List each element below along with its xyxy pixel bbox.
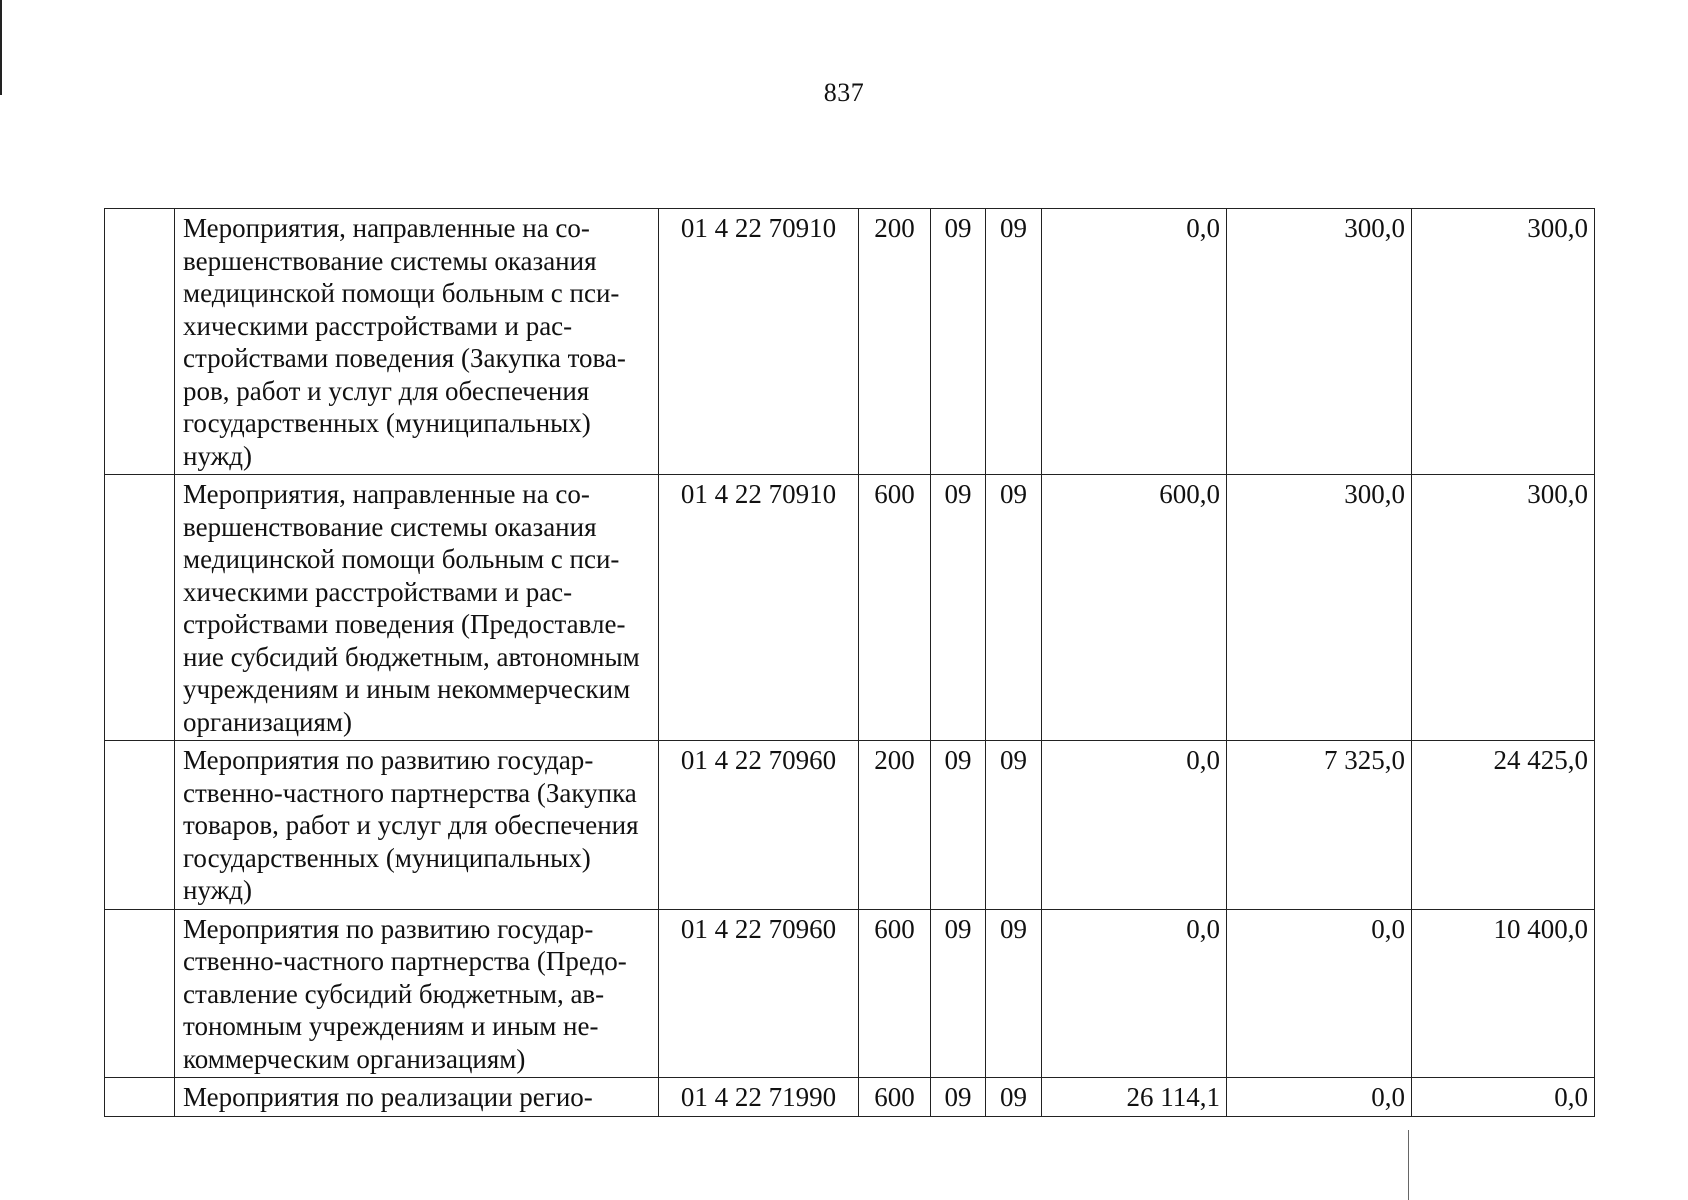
table-row	[105, 909, 1595, 1078]
section-cell: 09	[931, 1078, 986, 1117]
amount-year2-cell: 300,0	[1227, 209, 1412, 475]
expense-type-cell: 600	[859, 909, 931, 1078]
amount-year2-cell: 7 325,0	[1227, 741, 1412, 910]
target-code-cell: 01 4 22 71990	[659, 1078, 859, 1117]
table-row	[105, 209, 1595, 475]
amount-year1-cell: 0,0	[1042, 209, 1227, 475]
section-cell: 09	[931, 475, 986, 741]
row-number-cell	[105, 209, 175, 475]
subsection-cell: 09	[986, 741, 1042, 910]
amount-year1-cell: 26 114,1	[1042, 1078, 1227, 1117]
table-row	[105, 475, 1595, 741]
section-cell: 09	[931, 741, 986, 910]
subsection-cell: 09	[986, 1078, 1042, 1117]
expense-type-cell: 200	[859, 209, 931, 475]
amount-year1-cell: 0,0	[1042, 909, 1227, 1078]
amount-year2-cell: 0,0	[1227, 1078, 1412, 1117]
amount-year3-cell: 300,0	[1412, 209, 1595, 475]
target-code-cell: 01 4 22 70960	[659, 741, 859, 910]
description-cell: Мероприятия по реализации регио-	[175, 1078, 659, 1117]
amount-year2-cell: 300,0	[1227, 475, 1412, 741]
target-code-cell: 01 4 22 70910	[659, 475, 859, 741]
amount-year1-cell: 0,0	[1042, 741, 1227, 910]
table-row	[105, 741, 1595, 910]
subsection-cell: 09	[986, 209, 1042, 475]
scan-artifact-line	[1408, 1130, 1409, 1200]
description-cell: Мероприятия, направленные на совершенствование системы оказания медицинской помощи больным с психическими расстройствами и расстройствами поведения (Предоставление субсидий бюджетным, автономным учреждениям и иным некоммерческим организациям)	[175, 475, 659, 741]
section-cell: 09	[931, 909, 986, 1078]
amount-year3-cell: 0,0	[1412, 1078, 1595, 1117]
row-number-cell	[105, 741, 175, 910]
amount-year3-cell: 300,0	[1412, 475, 1595, 741]
table-row	[105, 1078, 1595, 1117]
row-number-cell	[105, 475, 175, 741]
row-number-cell	[105, 1078, 175, 1117]
expense-type-cell: 600	[859, 1078, 931, 1117]
section-cell: 09	[931, 209, 986, 475]
amount-year3-cell: 10 400,0	[1412, 909, 1595, 1078]
target-code-cell: 01 4 22 70960	[659, 909, 859, 1078]
subsection-cell: 09	[986, 475, 1042, 741]
budget-table	[104, 208, 1595, 1117]
page-number: 837	[823, 78, 865, 107]
amount-year3-cell: 24 425,0	[1412, 741, 1595, 910]
target-code-cell: 01 4 22 70910	[659, 209, 859, 475]
expense-type-cell: 600	[859, 475, 931, 741]
expense-type-cell: 200	[859, 741, 931, 910]
description-cell: Мероприятия, направленные на совершенствование системы оказания медицинской помощи больным с психическими расстройствами и расстройствами поведения (Закупка товаров, работ и услуг для обеспечения государственных (муниципальных) нужд)	[175, 209, 659, 475]
amount-year1-cell: 600,0	[1042, 475, 1227, 741]
subsection-cell: 09	[986, 909, 1042, 1078]
description-cell: Мероприятия по развитию государственно-частного партнерства (Закупка товаров, работ и услуг для обеспечения государственных (муниципальных) нужд)	[175, 741, 659, 910]
amount-year2-cell: 0,0	[1227, 909, 1412, 1078]
row-number-cell	[105, 909, 175, 1078]
description-cell: Мероприятия по развитию государственно-частного партнерства (Предоставление субсидий бюджетным, автономным учреждениям и иным некоммерческим организациям)	[175, 909, 659, 1078]
